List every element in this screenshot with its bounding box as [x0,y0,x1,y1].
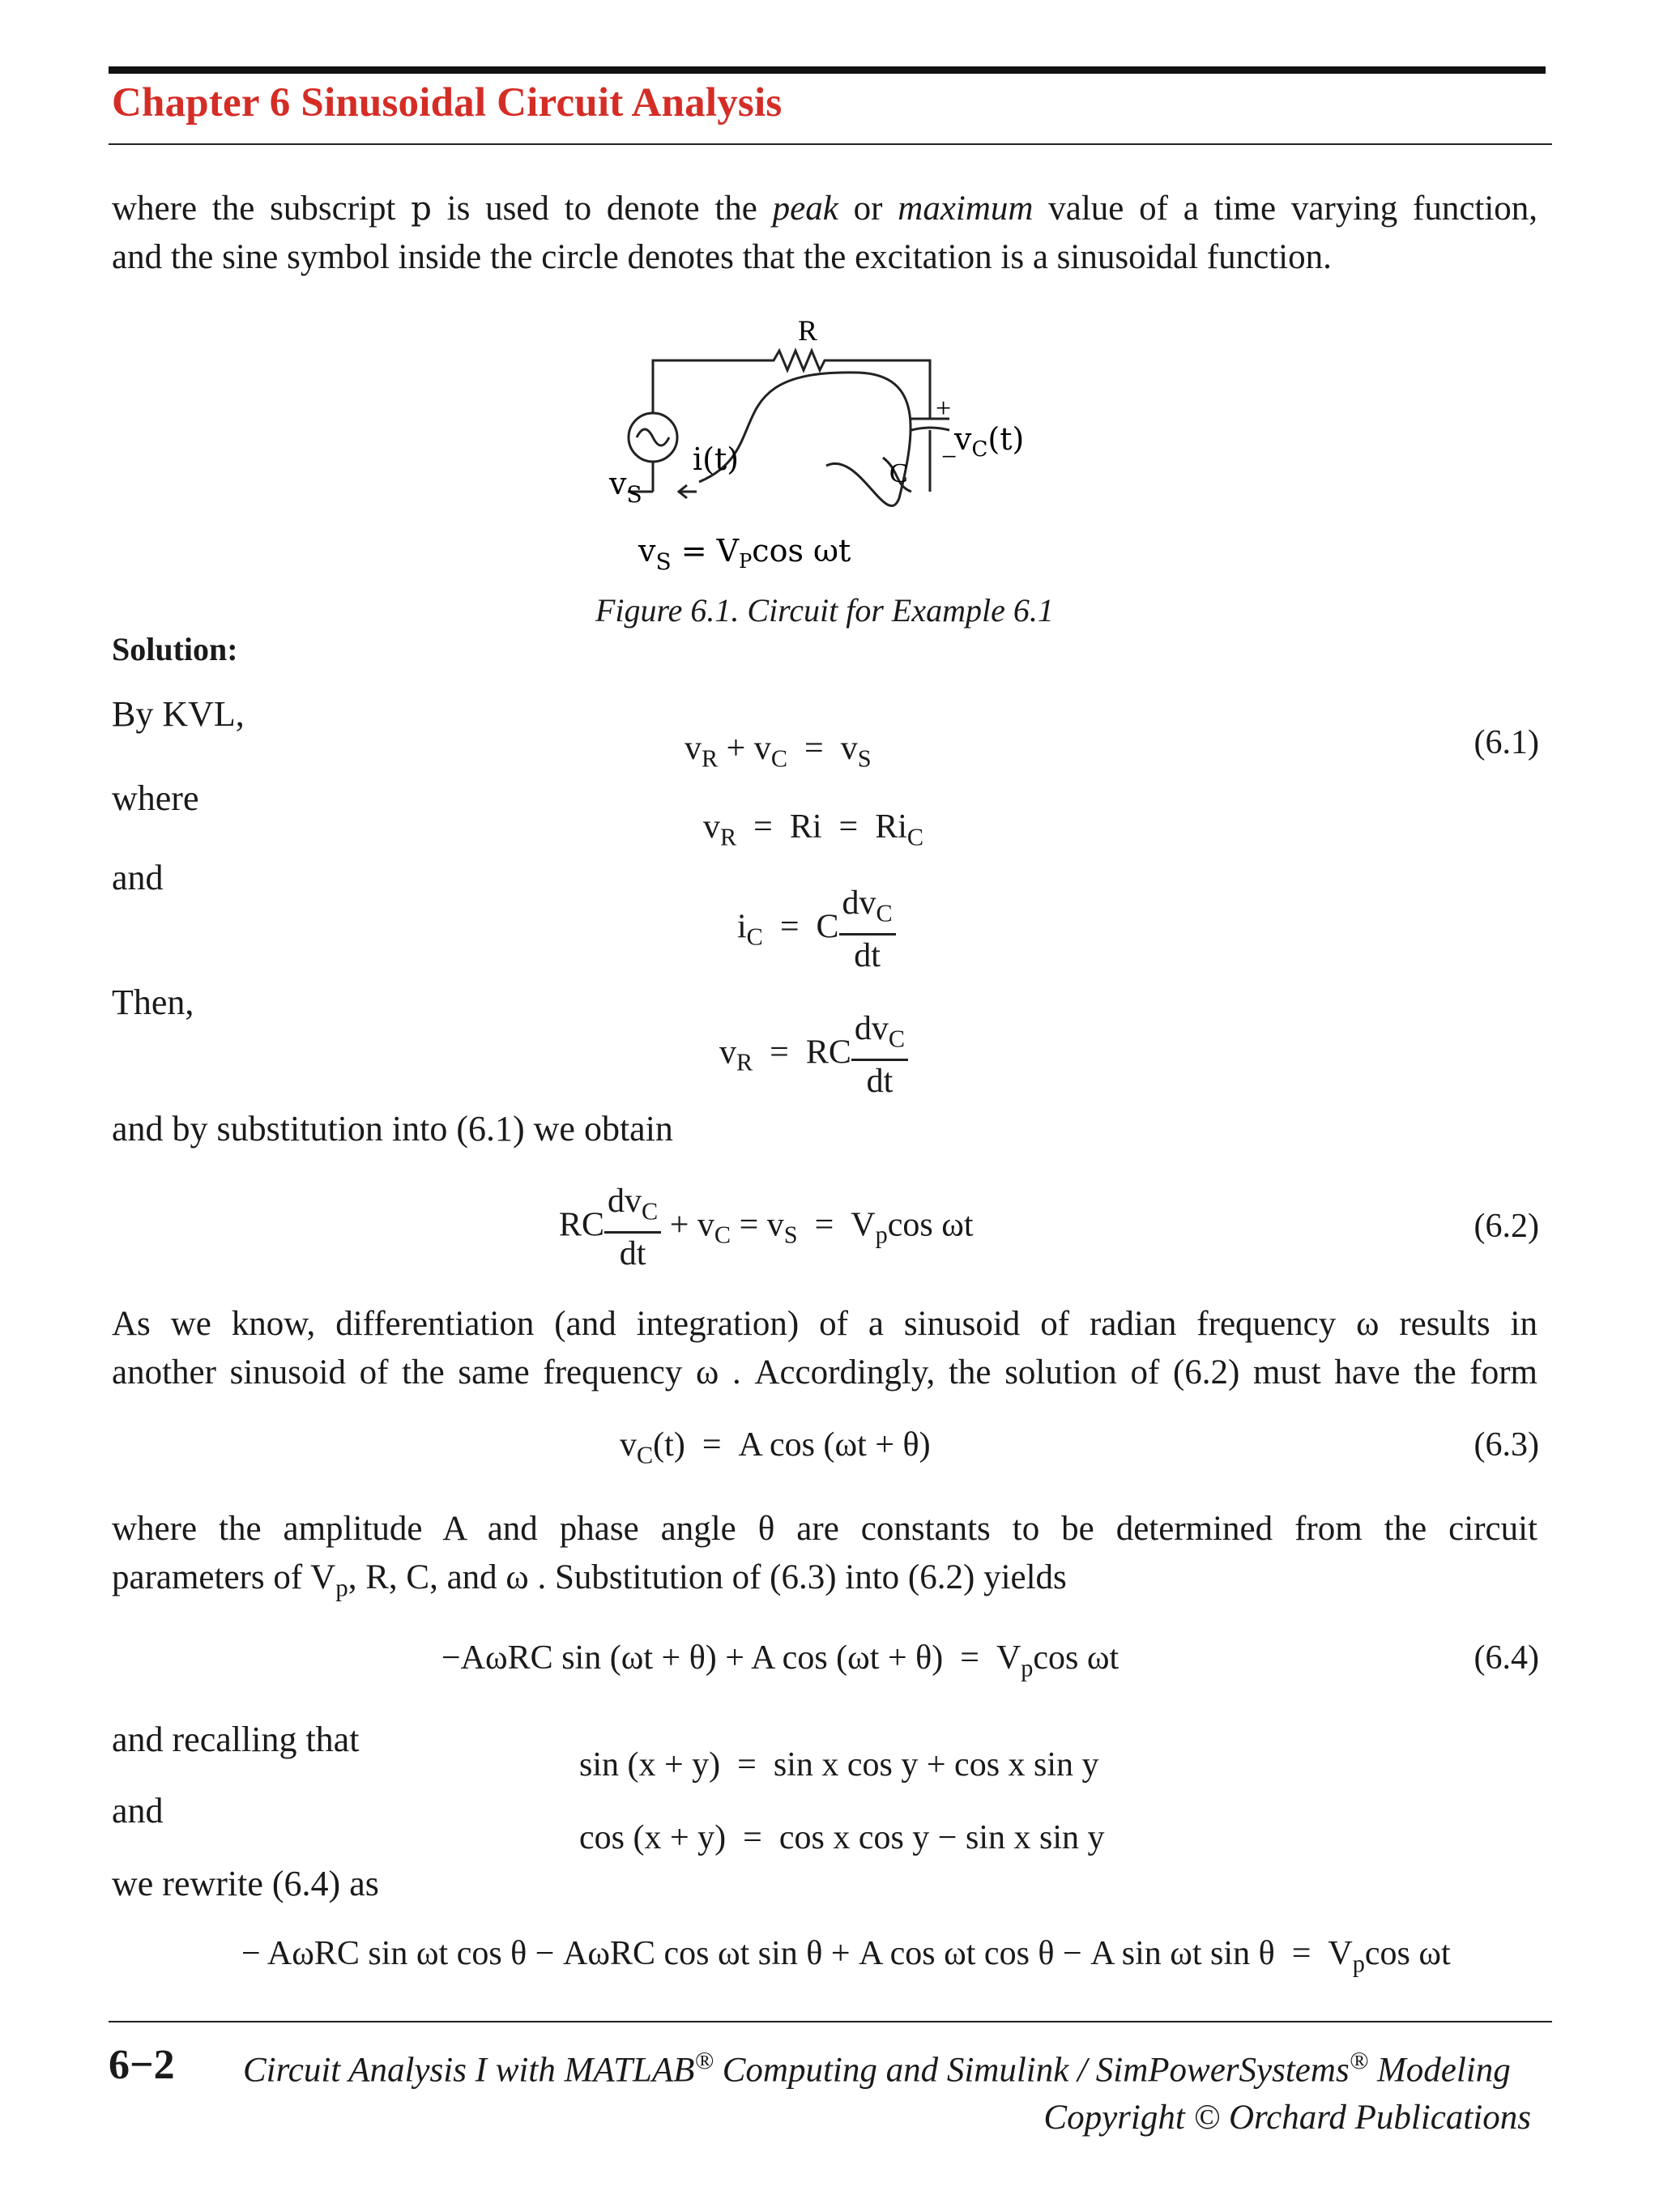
equation-vr-rc: $v_R$ = RC $\frac{dv_C}{dt}$ [719,1008,908,1102]
equation-6-3: $v_C(t) = A$ cos (ωt + θ) [620,1426,931,1469]
resistor-label: R [798,314,818,347]
recalling-label: and recalling that [112,1720,360,1759]
svg-text:−: − [941,442,957,472]
then-label: Then, [112,982,194,1022]
intro-paragraph: where the subscript p is used to denote the peak or maximum value of a time varying function, and the sine symbol inside the circle denotes that the excitation is a sinusoidal function. [112,190,1538,276]
copyright: Copyright © Orchard Publications [1043,2099,1531,2137]
chapter-title: Chapter 6 Sinusoidal Circuit Analysis [112,80,783,126]
book-title: Circuit Analysis I with MATLAB® Computing and Simulink / SimPowerSystems® Modeling [243,2046,1511,2090]
figure-caption: Figure 6.1. Circuit for Example 6.1 [595,592,1054,629]
eq-number-6-2: (6.2) [1473,1208,1539,1245]
and-label-2: and [112,1791,164,1831]
and-label-1: and [112,858,164,897]
paragraph-differentiation: As we know, differentiation (and integration) of a sinusoid of radian frequency ω results in another sinusoid of the same frequency ω . Accordingly, the solution of (6.2) must have the form [112,1305,1537,1392]
source-label: $v_S$ [609,466,642,508]
identity-sin: sin (x + y) = sin x cos y + cos x sin y [579,1746,1099,1784]
footer-rule [109,2021,1552,2022]
equation-ic: $i_C = C$ $\frac{dv_C}{dt}$ [737,883,896,976]
substitution-label: and by substitution into (6.1) we obtain [112,1109,673,1149]
eq-number-6-3: (6.3) [1473,1426,1539,1464]
header-rule [109,143,1552,145]
rewrite-label: we rewrite (6.4) as [112,1864,379,1903]
solution-heading: Solution: [112,631,238,667]
capacitor-label: C [889,458,908,488]
equation-expanded: − AωRC sin ωt cos θ − AωRC cos ωt sin θ + A cos ωt cos θ − A sin ωt $\sin \theta = V_p\cos$ ωt [241,1935,1451,1978]
paragraph-amplitude: where the amplitude A and phase angle θ are constants to be determined from the circuit parameters of $V_p$, R, C, and ω . Substitution of (6.3) into (6.2) yields [112,1510,1537,1602]
svg-text:+: + [936,394,952,424]
equation-6-2: RC $\frac{dv_C}{dt}$ + $v_C = v_S = V_p\cos$ ωt [559,1183,974,1273]
vc-label: $v_C(t)$ [954,421,1025,462]
by-kvl-label: By KVL, [112,694,245,734]
equation-6-1: $v_R + v_C = v_S$ [684,730,872,773]
eq-number-6-1: (6.1) [1473,724,1539,761]
equation-vr-ri: $v_R = Ri = Ri_C$ [703,808,924,851]
where-label: where [112,778,199,818]
page-number: 6−2 [109,2042,175,2088]
top-rule [109,66,1546,74]
equation-6-4: −AωRC sin (ωt + θ) + A $\cos (\omega t + \theta) = V_p\cos$ ωt [441,1639,1120,1682]
identity-cos: cos (x + y) = cos x cos y − sin x sin y [579,1819,1105,1856]
source-equation: $v_S = V_P\cos$ ωt [638,533,851,575]
current-label: i(t) [693,441,740,477]
circuit-diagram [567,304,1085,587]
eq-number-6-4: (6.4) [1473,1639,1539,1677]
